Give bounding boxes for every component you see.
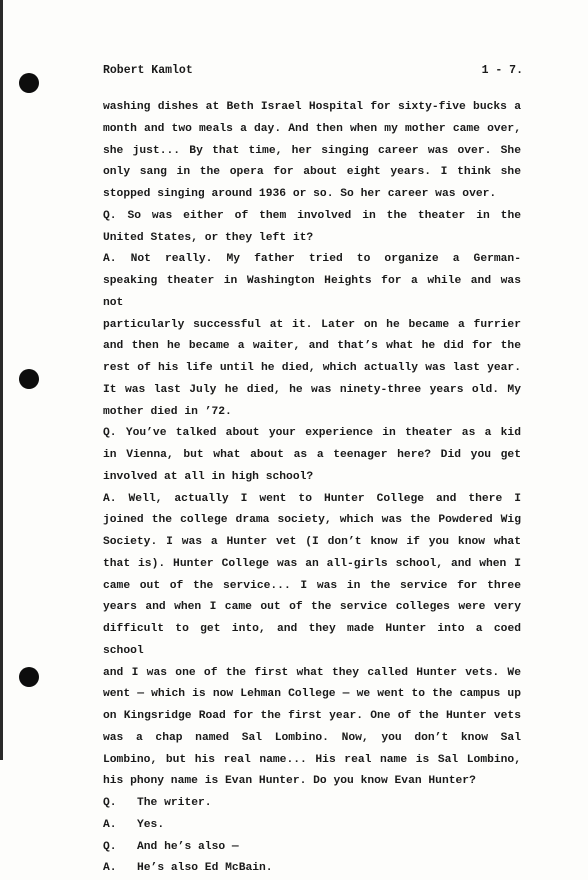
speaker-tag: Q.	[103, 840, 117, 853]
transcript-line: mother died in ’72.	[103, 405, 232, 418]
exchange-line	[103, 793, 521, 815]
speaker-tag: A.	[103, 818, 117, 831]
interviewee-name: Robert Kamlot	[103, 64, 193, 77]
transcript-line: United States, or they left it?	[103, 231, 314, 244]
transcript-line: only sang in the opera for about eight years. I think she	[103, 166, 521, 179]
exchange-line	[103, 815, 521, 837]
exchange-text: He’s also Ed McBain.	[137, 862, 273, 875]
speaker-tag: A.	[103, 862, 117, 875]
transcript-line: Society. I was a Hunter vet (I don’t know if you know what	[103, 536, 521, 548]
transcript-line: particularly successful at it. Later on he became a furrier	[103, 318, 521, 331]
transcript-line: in Vienna, but what about as a teenager here? Did you get	[103, 449, 521, 461]
transcript-line: that is). Hunter College was an all-girls school, and when I	[103, 557, 521, 570]
transcript-line: Lombino, but his real name... His real name is Sal Lombino,	[103, 753, 521, 766]
transcript-line: his phony name is Evan Hunter. Do you know Evan Hunter?	[103, 775, 476, 788]
transcript-line: joined the college drama society, which was the Powdered Wig	[103, 514, 521, 527]
transcript-line: It was last July he died, he was ninety-three years old. My	[103, 383, 521, 396]
exchange-text: The writer.	[137, 797, 212, 809]
exchange-text: And he’s also —	[137, 840, 239, 853]
exchange-line	[103, 837, 521, 859]
transcript-line: speaking theater in Washington Heights for a while and was not	[103, 275, 521, 309]
page-left-edge	[0, 0, 3, 760]
transcript-line: Q. You’ve talked about your experience in theater as a kid	[103, 427, 521, 440]
exchange-text: Yes.	[137, 818, 165, 831]
page-header	[103, 64, 523, 82]
binder-hole-bottom	[19, 667, 39, 687]
transcript-line: was a chap named Sal Lombino. Now, you don’t know Sal	[103, 731, 521, 744]
transcript-line: month and two meals a day. And then when my mother came over,	[103, 122, 521, 135]
binder-hole-middle	[19, 369, 39, 389]
transcript-line: on Kingsridge Road for the first year. One of the Hunter vets	[103, 710, 521, 722]
transcript-line: involved at all in high school?	[103, 470, 314, 483]
binder-hole-top	[19, 73, 39, 93]
transcript-line: rest of his life until he died, which actually was last year.	[103, 362, 521, 374]
transcript-line: and I was one of the first what they called Hunter vets. We	[103, 666, 521, 679]
transcript-line: and then he became a waiter, and that’s what he did for the	[103, 340, 521, 353]
transcript-line: stopped singing around 1936 or so. So her career was over.	[103, 188, 497, 200]
transcript-body	[103, 97, 521, 880]
exchange-line	[103, 858, 521, 880]
speaker-tag: Q.	[103, 797, 117, 809]
transcript-line: A. Not really. My father tried to organize a German-	[103, 253, 521, 266]
transcript-line: A. Well, actually I went to Hunter College and there I	[103, 492, 521, 505]
transcript-line: Q. So was either of them involved in the theater in the	[103, 209, 521, 222]
transcript-line: went — which is now Lehman College — we went to the campus up	[103, 688, 521, 701]
page-number: 1 - 7.	[481, 64, 523, 77]
transcript-line: washing dishes at Beth Israel Hospital for sixty-five bucks a	[103, 101, 521, 113]
transcript-line: came out of the service... I was in the service for three	[103, 579, 521, 592]
transcript-line: difficult to get into, and they made Hunter into a coed school	[103, 623, 521, 657]
transcript-line: she just... By that time, her singing career was over. She	[103, 144, 521, 157]
transcript-line: years and when I came out of the service colleges were very	[103, 601, 521, 614]
